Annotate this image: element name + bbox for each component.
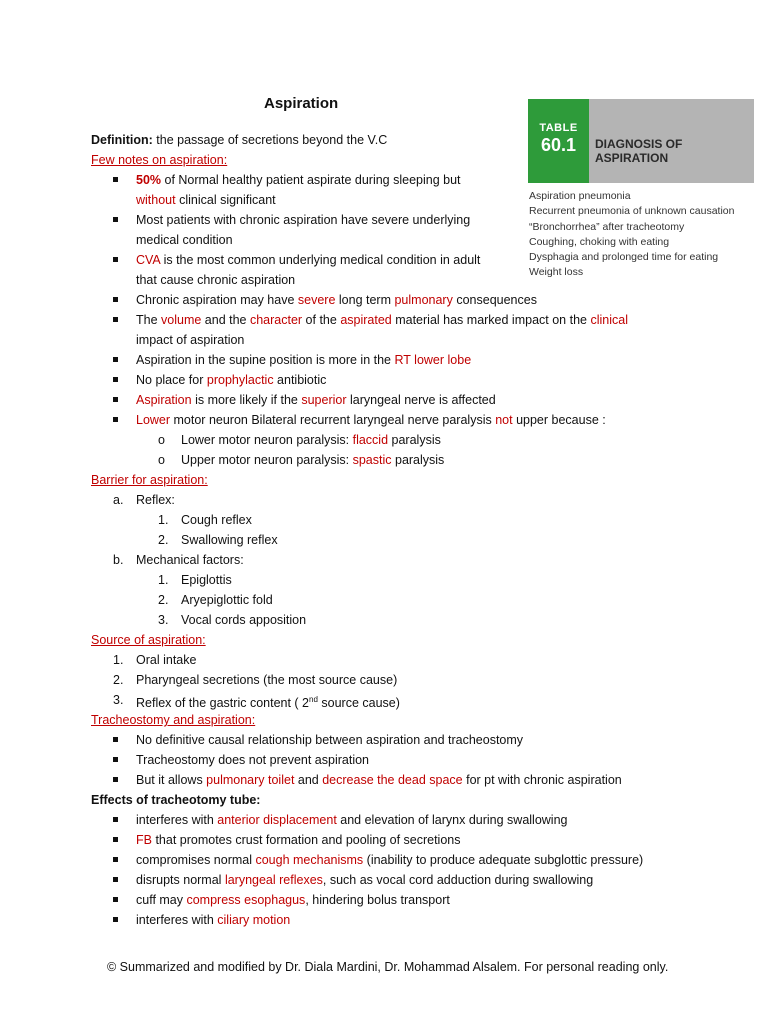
text: Reflex of the gastric content ( 2	[136, 696, 310, 711]
bullet-square-icon	[113, 897, 118, 902]
list-item	[91, 310, 731, 330]
highlight: volume	[161, 313, 202, 327]
highlight: without	[136, 193, 176, 207]
highlight: pulmonary toilet	[206, 773, 295, 787]
bullet-square-icon	[113, 757, 118, 762]
list-item	[91, 350, 731, 370]
highlight: cough mechanisms	[255, 853, 364, 867]
highlight: not	[495, 413, 513, 427]
text: laryngeal nerve is affected	[346, 393, 496, 407]
text: No definitive causal relationship between aspiration and tracheostomy	[136, 733, 524, 747]
list-item-continuation: that cause chronic aspiration	[136, 273, 296, 287]
list-item	[91, 670, 731, 690]
list-item	[91, 730, 731, 750]
bullet-square-icon	[113, 417, 118, 422]
text: clinical significant	[175, 193, 276, 207]
list-item-continuation: impact of aspiration	[136, 333, 245, 347]
highlight: Lower	[136, 413, 171, 427]
bullet-square-icon	[113, 877, 118, 882]
list-item	[91, 250, 731, 270]
bullet-square-icon	[113, 857, 118, 862]
text: source cause)	[317, 696, 400, 711]
text: (inability to produce adequate subglottic pressure)	[363, 853, 644, 867]
section-heading-effects: Effects of tracheotomy tube:	[91, 793, 261, 807]
list-item	[91, 650, 731, 670]
table-item: Dysphagia and prolonged time for eating	[529, 251, 719, 264]
bullet-square-icon	[113, 917, 118, 922]
list-item	[91, 870, 731, 890]
definition-label: Definition:	[91, 133, 153, 147]
page-title: Aspiration	[264, 95, 339, 112]
sub-list-item	[91, 450, 731, 470]
text: disrupts normal	[136, 873, 225, 887]
table-number: 60.1	[540, 135, 577, 155]
list-marker: b.	[113, 553, 124, 567]
text: interferes with	[136, 813, 218, 827]
text: and the	[201, 313, 250, 327]
bullet-square-icon	[113, 217, 118, 222]
list-marker: 1.	[113, 653, 124, 667]
text: motor neuron Bilateral recurrent laryngeal nerve paralysis	[170, 413, 496, 427]
text: upper because :	[512, 413, 606, 427]
definition-line	[91, 130, 731, 150]
bullet-square-icon	[113, 357, 118, 362]
text: Aspiration in the supine position is more in the	[136, 353, 395, 367]
list-item	[91, 410, 731, 430]
list-item	[91, 770, 731, 790]
text: paralysis	[391, 453, 445, 467]
bullet-square-icon	[113, 837, 118, 842]
text: Mechanical factors:	[136, 553, 244, 567]
highlight: anterior displacement	[217, 813, 337, 827]
list-item	[91, 830, 731, 850]
list-item	[91, 370, 731, 390]
list-marker: 1.	[158, 573, 169, 587]
text: Oral intake	[136, 653, 197, 667]
list-item	[91, 490, 731, 510]
highlight: FB	[136, 833, 152, 847]
list-item	[91, 290, 731, 310]
text: Tracheostomy does not prevent aspiration	[136, 753, 369, 767]
list-item	[91, 170, 731, 190]
text: Lower motor neuron paralysis:	[181, 433, 353, 447]
text: material has marked impact on the	[391, 313, 591, 327]
list-item-continuation: medical condition	[136, 233, 233, 247]
sub-list-item	[91, 570, 731, 590]
list-item	[91, 390, 731, 410]
highlight: RT lower lobe	[394, 353, 472, 367]
section-heading-few-notes: Few notes on aspiration:	[91, 153, 228, 167]
list-item	[91, 890, 731, 910]
definition-vc: V.C	[364, 133, 388, 147]
list-item	[91, 550, 731, 570]
text: Aryepiglottic fold	[181, 593, 273, 607]
text: No place for	[136, 373, 207, 387]
text: Most patients with chronic aspiration have severe underlying	[136, 213, 471, 227]
list-marker: a.	[113, 493, 124, 507]
table-word: TABLE	[539, 122, 578, 134]
list-marker: 1.	[158, 513, 169, 527]
list-item	[91, 750, 731, 770]
highlight: laryngeal reflexes	[224, 873, 323, 887]
bullet-square-icon	[113, 317, 118, 322]
highlight: Aspiration	[136, 393, 192, 407]
bullet-square-icon	[113, 777, 118, 782]
sub-list-item	[91, 430, 731, 450]
list-item	[91, 690, 731, 710]
text: of the	[302, 313, 341, 327]
highlight: severe	[297, 293, 336, 307]
bullet-square-icon	[113, 177, 118, 182]
highlight: pulmonary	[394, 293, 453, 307]
section-heading-source: Source of aspiration:	[91, 633, 206, 647]
table-item: “Bronchorrhea” after tracheotomy	[529, 220, 685, 233]
list-marker: 2.	[113, 673, 124, 687]
bullet-square-icon	[113, 817, 118, 822]
text: compromises normal	[136, 853, 256, 867]
text: Chronic aspiration may have	[136, 293, 298, 307]
highlight: superior	[301, 393, 347, 407]
bullet-square-icon	[113, 397, 118, 402]
text: Cough reflex	[181, 513, 252, 527]
highlight: 50%	[136, 173, 162, 187]
sub-list-item	[91, 530, 731, 550]
bullet-square-icon	[113, 257, 118, 262]
highlight: CVA	[136, 253, 161, 267]
text: is the most common underlying medical condition in adult	[160, 253, 481, 267]
bullet-circle-icon: o	[158, 433, 165, 447]
text: Swallowing reflex	[181, 533, 278, 547]
text: But it allows	[136, 773, 207, 787]
text: Vocal cords apposition	[181, 613, 307, 627]
highlight: clinical	[590, 313, 628, 327]
sub-list-item	[91, 610, 731, 630]
table-item: Recurrent pneumonia of unknown causation	[529, 205, 735, 218]
list-item	[91, 210, 731, 230]
list-marker: 3.	[158, 613, 169, 627]
list-marker: 2.	[158, 593, 169, 607]
list-item	[91, 910, 731, 930]
text: interferes with	[136, 913, 218, 927]
highlight: aspirated	[340, 313, 392, 327]
superscript: nd	[309, 695, 318, 704]
text: antibiotic	[273, 373, 327, 387]
highlight: ciliary motion	[217, 913, 291, 927]
list-item	[91, 810, 731, 830]
highlight: flaccid	[352, 433, 389, 447]
sub-list-item	[91, 510, 731, 530]
bullet-square-icon	[113, 737, 118, 742]
text: long term	[335, 293, 395, 307]
text: for pt with chronic aspiration	[462, 773, 622, 787]
table-caption: DIAGNOSIS OF ASPIRATION	[595, 137, 683, 165]
list-item-continuation	[91, 190, 731, 210]
document-body	[91, 130, 731, 930]
table-item: Aspiration pneumonia	[529, 190, 631, 202]
text: Pharyngeal secretions (the most source cause)	[136, 673, 398, 687]
list-item	[91, 850, 731, 870]
table-item: Weight loss	[529, 266, 584, 279]
text: The	[136, 313, 162, 327]
list-marker: 3.	[113, 693, 124, 707]
bullet-circle-icon: o	[158, 453, 165, 467]
text: and elevation of larynx during swallowing	[336, 813, 568, 827]
text: , such as vocal cord adduction during swallowing	[322, 873, 594, 887]
footer-copyright: © Summarized and modified by Dr. Diala Mardini, Dr. Mohammad Alsalem. For personal reading only.	[107, 960, 669, 974]
section-heading-tracheostomy: Tracheostomy and aspiration:	[91, 713, 256, 727]
definition-text: the passage of secretions beyond the	[152, 133, 365, 147]
text: Epiglottis	[181, 573, 232, 587]
text: Upper motor neuron paralysis:	[181, 453, 353, 467]
text: of Normal healthy patient aspirate during sleeping but	[161, 173, 461, 187]
section-heading-barrier: Barrier for aspiration:	[91, 473, 208, 487]
highlight: compress esophagus	[186, 893, 306, 907]
text: that promotes crust formation and pooling of secretions	[151, 833, 461, 847]
text: and	[294, 773, 323, 787]
bullet-square-icon	[113, 297, 118, 302]
text: Reflex:	[136, 493, 175, 507]
text: paralysis	[388, 433, 441, 447]
text: is more likely if the	[191, 393, 302, 407]
text: cuff may	[136, 893, 187, 907]
list-marker: 2.	[158, 533, 169, 547]
text: consequences	[452, 293, 537, 307]
sub-list-item	[91, 590, 731, 610]
highlight: spastic	[352, 453, 392, 467]
text: , hindering bolus transport	[305, 893, 450, 907]
table-item: Coughing, choking with eating	[529, 235, 670, 248]
bullet-square-icon	[113, 377, 118, 382]
highlight: decrease the dead space	[322, 773, 463, 787]
highlight: prophylactic	[206, 373, 274, 387]
highlight: character	[249, 313, 303, 327]
